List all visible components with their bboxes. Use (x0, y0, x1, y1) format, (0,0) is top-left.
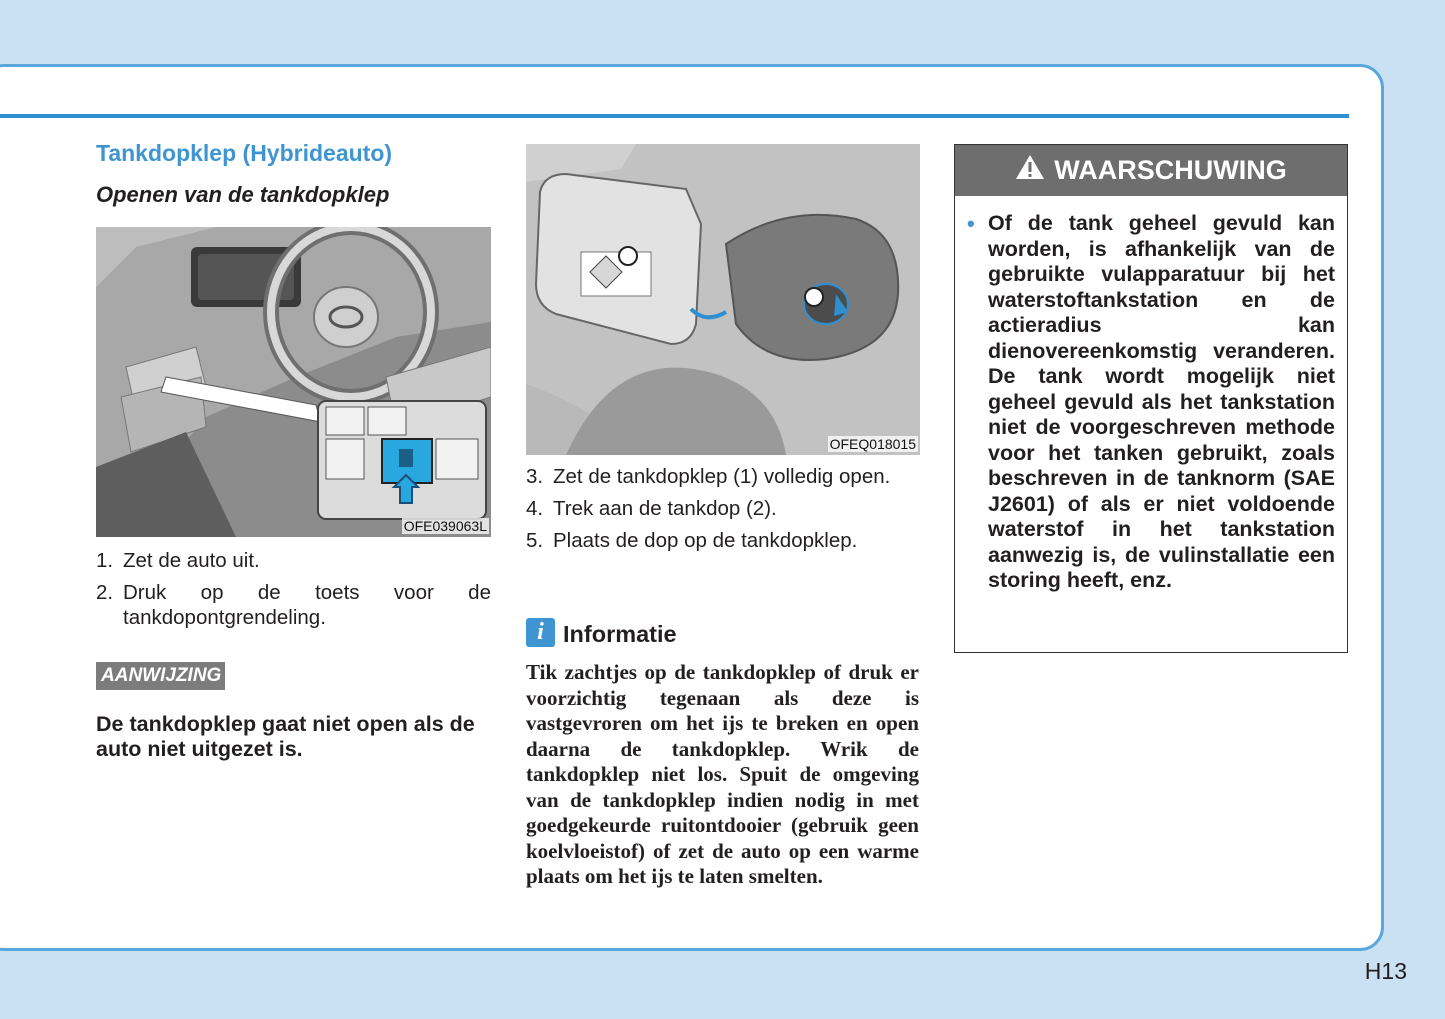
fuel-door-figure (526, 144, 920, 455)
note-text: De tankdopklep gaat niet open als de auto niet uitgezet is. (96, 712, 475, 761)
note-tag: AANWIJZING (96, 662, 225, 690)
step-2: 2. Druk op de toets voor de tankdopontgrendeling. (96, 581, 491, 629)
warning-body (955, 196, 1347, 594)
figure-code: OFE039063L (403, 518, 487, 534)
warning-triangle-icon (1015, 154, 1045, 187)
header-rule (0, 114, 1349, 118)
dashboard-illustration (96, 227, 491, 537)
page-number: H13 (1364, 958, 1407, 984)
figure-code: OFEQ018015 (829, 436, 916, 452)
info-title: Informatie (563, 621, 677, 647)
step-1: 1. Zet de auto uit. (96, 549, 260, 572)
dashboard-figure (96, 227, 491, 537)
step-4: 4. Trek aan de tankdop (2). (526, 497, 777, 520)
warning-header (955, 145, 1347, 196)
warning-text: Of de tank geheel gevuld kan worden, is afhankelijk van de gebruikte vulapparatuur bij het waterstoftankstation en de actieradius kan dienovereenkomstig veranderen. De tank wordt mogelijk niet geheel gevuld als het tankstation niet de voorgeschreven methode voor het tanken gebruikt, zoals beschreven in de tanknorm (SAE J2601) of als er niet voldoende waterstof in het tankstation aanwezig is, de vulinstallatie een storing heeft, enz. (988, 211, 1335, 592)
warning-box (954, 144, 1348, 653)
step-3: 3. Zet de tankdopklep (1) volledig open. (526, 465, 891, 488)
subtitle: Openen van de tankdopklep (96, 182, 390, 207)
info-text: Tik zachtjes op de tankdopklep of druk er voorzichtig tegenaan als deze is vastgevroren om het ijs te breken en open daarna de tankdopklep. Wrik de tankdopklep niet los. Spuit de omgeving van de tankdopklep indien nodig in met goedgekeurde ruitontdooier (gebruik geen koelvloeistof) of zet de auto op een warme plaats om het ijs te laten smelten. (526, 660, 919, 888)
steps-left (96, 548, 491, 637)
info-icon: i (526, 618, 555, 647)
steps-mid (526, 464, 920, 560)
fuel-door-illustration (526, 144, 920, 455)
step-5: 5. Plaats de dop op de tankdopklep. (526, 529, 858, 552)
bullet-icon: • (967, 211, 975, 236)
section-title: Tankdopklep (Hybrideauto) (96, 140, 393, 166)
warning-title: WAARSCHUWING (1054, 155, 1287, 185)
